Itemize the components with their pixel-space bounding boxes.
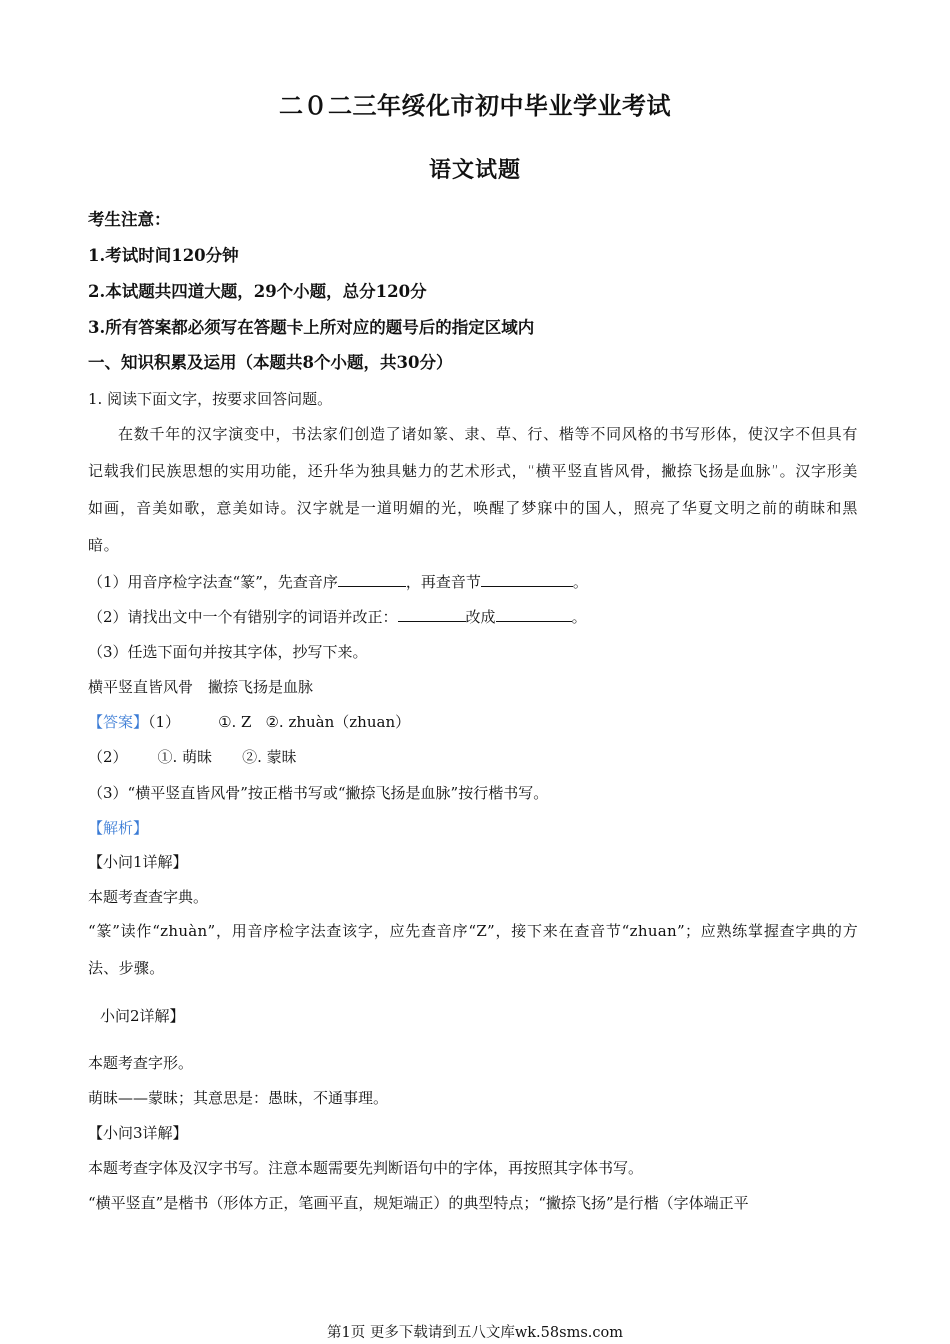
question-1-intro: 1. 阅读下面文字，按要求回答问题。 xyxy=(88,390,333,408)
answer-2-num: （2） xyxy=(88,748,128,766)
sub-question-2-line-2: 萌昧——蒙昧；其意思是：愚昧，不通事理。 xyxy=(88,1089,389,1107)
question-1-sub-1 xyxy=(88,572,588,592)
sub1-text-a: （1）用音序检字法查“篆”，先查音序 xyxy=(88,573,338,591)
sub-question-1-heading: 【小问1详解】 xyxy=(88,853,188,871)
answer-blank-2 xyxy=(481,572,573,587)
answer-2-option-1: ①. 萌昧 xyxy=(157,748,213,766)
notice-heading: 考生注意： xyxy=(88,210,171,229)
answer-1-option-1: ①. Z xyxy=(218,713,252,731)
answer-1-num: （1） xyxy=(148,713,181,731)
question-1-sub-2 xyxy=(88,607,587,627)
sub2-text-b: 改成 xyxy=(465,608,496,626)
answer-label: 【答案】 xyxy=(88,713,149,731)
answer-blank-3 xyxy=(398,607,466,622)
notice-item-2: 2.本试题共四道大题，29个小题，总分120分 xyxy=(88,282,427,301)
answer-line-1 xyxy=(88,712,410,732)
sub1-text-c: 。 xyxy=(572,573,588,591)
question-1-sub-3: （3）任选下面句并按其字体，抄写下来。 xyxy=(88,643,368,661)
sub-question-3-heading: 【小问3详解】 xyxy=(88,1124,188,1142)
answer-1-option-2: ②. zhuàn（zhuan） xyxy=(265,713,411,731)
sub-question-2-line-1: 本题考查字形。 xyxy=(88,1054,194,1072)
sub-question-1-line-1: 本题考查查字典。 xyxy=(88,888,209,906)
exam-subtitle: 语文试题 xyxy=(428,157,521,183)
sub2-text-a: （2）请找出文中一个有错别字的词语并改正： xyxy=(88,608,398,626)
answer-blank-4 xyxy=(496,607,572,622)
answer-2-option-2: ②. 蒙昧 xyxy=(242,748,297,766)
page-footer: 第1页 更多下载请到五八文库wk.58sms.com xyxy=(327,1325,623,1341)
notice-item-3: 3.所有答案都必须写在答题卡上所对应的题号后的指定区域内 xyxy=(88,318,535,337)
sub-question-3-line-1: 本题考查字体及汉字书写。注意本题需要先判断语句中的字体，再按照其字体书写。 xyxy=(88,1159,644,1177)
exam-title: 二０二三年绥化市初中毕业学业考试 xyxy=(279,91,671,120)
answer-line-2 xyxy=(88,747,297,767)
reading-passage: 在数千年的汉字演变中，书法家们创造了诸如篆、隶、草、行、楷等不同风格的书写形体，使汉字不但具有记载我们民族思想的实用功能，还升华为独具魅力的艺术形式，“横平竖直皆风骨，撇捺飞扬是血脉”。汉字形美如画，音美如歌，意美如诗。汉字就是一道明媚的光，唤醒了梦寐中的国人，照亮了华夏文明之前的萌昧和黑暗。 xyxy=(88,425,858,554)
analysis-label: 【解析】 xyxy=(88,819,149,837)
answer-line-3: （3）“横平竖直皆风骨”按正楷书写或“撇捺飞扬是血脉”按行楷书写。 xyxy=(88,784,549,802)
calligraphy-sentences: 横平竖直皆风骨 撇捺飞扬是血脉 xyxy=(88,678,314,696)
notice-item-1: 1.考试时间120分钟 xyxy=(88,246,239,265)
sub-question-2-heading: 小问2详解】 xyxy=(100,1007,185,1025)
section-1-heading: 一、知识积累及运用（本题共8个小题，共30分） xyxy=(88,353,453,372)
sub-question-1-line-2: “篆”读作“zhuàn”，用音序检字法查该字，应先查音序“Z”，接下来在查音节“zhuan”；应熟练掌握查字典的方法、步骤。 xyxy=(88,922,858,977)
sub1-text-b: ，再查音节 xyxy=(405,573,481,591)
sub-question-3-line-2: “横平竖直”是楷书（形体方正，笔画平直，规矩端正）的典型特点；“撇捺飞扬”是行楷（字体端正平 xyxy=(88,1194,749,1212)
answer-blank-1 xyxy=(338,572,406,587)
sub2-text-c: 。 xyxy=(571,608,587,626)
